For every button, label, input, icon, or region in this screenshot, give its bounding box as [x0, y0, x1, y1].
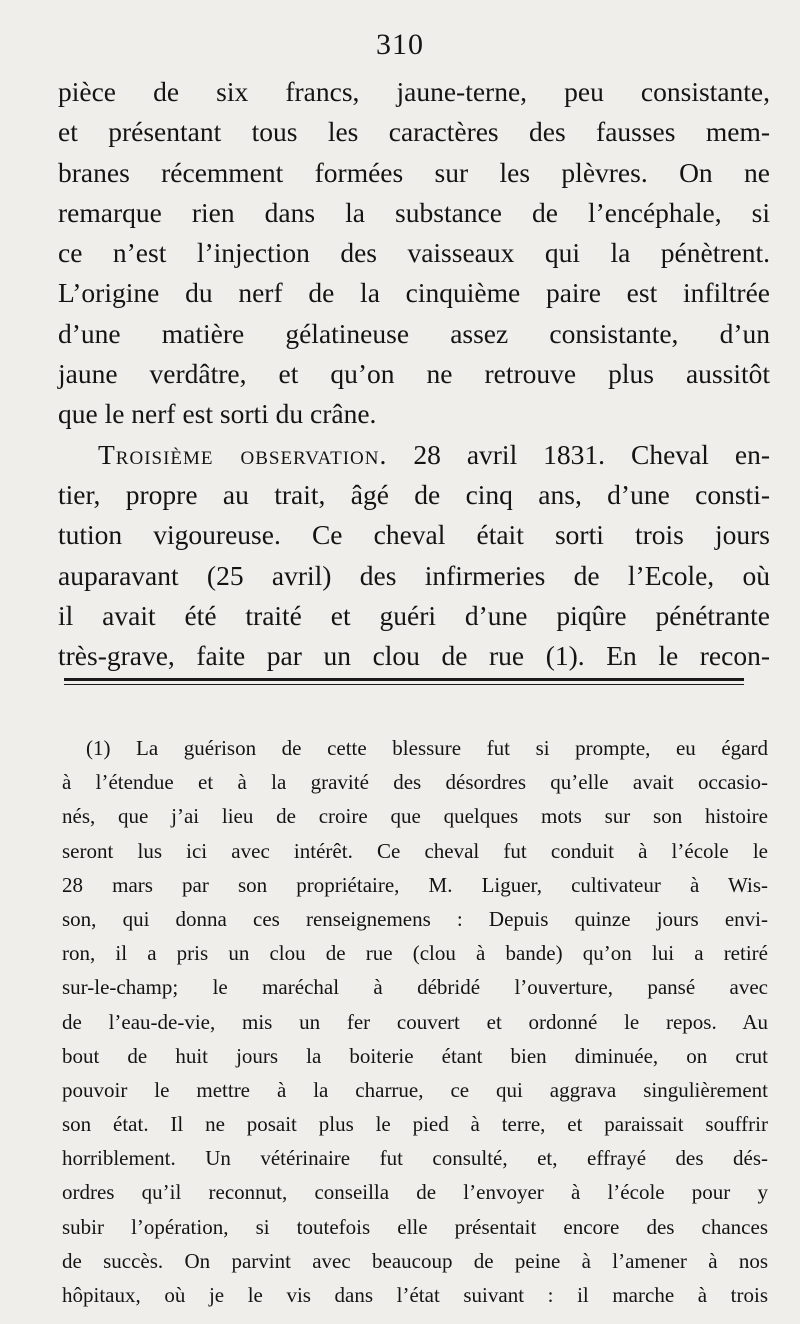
footnote-line: ordres qu’il reconnut, conseilla de l’envoyer à l’école pour y: [62, 1180, 768, 1205]
main-text: [58, 72, 770, 676]
footnote-line: à l’étendue et à la gravité des désordres qu’elle avait occasio-: [62, 770, 768, 795]
footnote-line: son, qui donna ces renseignemens : Depuis quinze jours envi-: [62, 906, 768, 931]
footnote-line: de succès. On parvint avec beaucoup de peine à l’amener à nos: [62, 1248, 768, 1273]
footnote-line: sur-le-champ; le maréchal à débridé l’ouverture, pansé avec: [62, 975, 768, 1000]
text-line: tution vigoureuse. Ce cheval était sorti trois jours: [58, 519, 770, 551]
footnote-line: (1) La guérison de cette blessure fut si prompte, eu égard: [86, 736, 768, 760]
footnote-line: 28 mars par son propriétaire, M. Liguer, cultivateur à Wis-: [62, 872, 768, 897]
text-line: il avait été traité et guéri d’une piqûre pénétrante: [58, 599, 770, 631]
text-line: branes récemment formées sur les plèvres. On ne: [58, 156, 770, 188]
text-line: très-grave, faite par un clou de rue (1). En le recon-: [58, 640, 770, 672]
text-line: ce n’est l’injection des vaisseaux qui la pénètrent.: [58, 237, 770, 269]
observation-date: 28 avril 1831. Cheval en-: [413, 438, 771, 470]
footnote-line: subir l’opération, si toutefois elle présentait encore des chances: [62, 1214, 768, 1239]
footnote-line: ron, il a pris un clou de rue (clou à bande) qu’on lui a retiré: [62, 941, 768, 966]
separator-thin-rule: [64, 684, 744, 685]
footnote-line: bout de huit jours la boiterie étant bien diminuée, on crut: [62, 1043, 768, 1068]
footnote-line: son état. Il ne posait plus le pied à terre, et paraissait souffrir: [62, 1112, 768, 1137]
text-line: et présentant tous les caractères des fausses mem-: [58, 116, 770, 148]
text-line: que le nerf est sorti du crâne.: [58, 398, 377, 430]
text-line: auparavant (25 avril) des infirmeries de l’Ecole, où: [58, 559, 770, 591]
text-line: pièce de six francs, jaune-terne, peu consistante,: [58, 76, 770, 107]
text-line: jaune verdâtre, et qu’on ne retrouve plus aussitôt: [58, 358, 770, 390]
footnote-line: de l’eau-de-vie, mis un fer couvert et ordonné le repos. Au: [62, 1009, 768, 1034]
text-line: d’une matière gélatineuse assez consistante, d’un: [58, 317, 770, 349]
footnote-line: horriblement. Un vétérinaire fut consulté, et, effrayé des dés-: [62, 1146, 768, 1171]
text-line: remarque rien dans la substance de l’encéphale, si: [58, 196, 770, 228]
footnote: [62, 731, 768, 1312]
observation-first-line: [58, 435, 770, 475]
footnote-line: nés, que j’ai lieu de croire que quelques mots sur son histoire: [62, 804, 768, 829]
separator-thick-rule: [64, 678, 744, 681]
footnote-separator: [64, 678, 744, 685]
page-number: 310: [376, 28, 424, 61]
observation-heading: Troisième observation.: [98, 438, 388, 470]
footnote-line: seront lus ici avec intérêt. Ce cheval fut conduit à l’école le: [62, 838, 768, 863]
footnote-line: pouvoir le mettre à la charrue, ce qui aggrava singulièrement: [62, 1077, 768, 1102]
text-line: L’origine du nerf de la cinquième paire est infiltrée: [58, 277, 770, 309]
text-line: tier, propre au trait, âgé de cinq ans, d’une consti-: [58, 478, 770, 510]
footnote-line: hôpitaux, où je le vis dans l’état suivant : il marche à trois: [62, 1283, 768, 1307]
